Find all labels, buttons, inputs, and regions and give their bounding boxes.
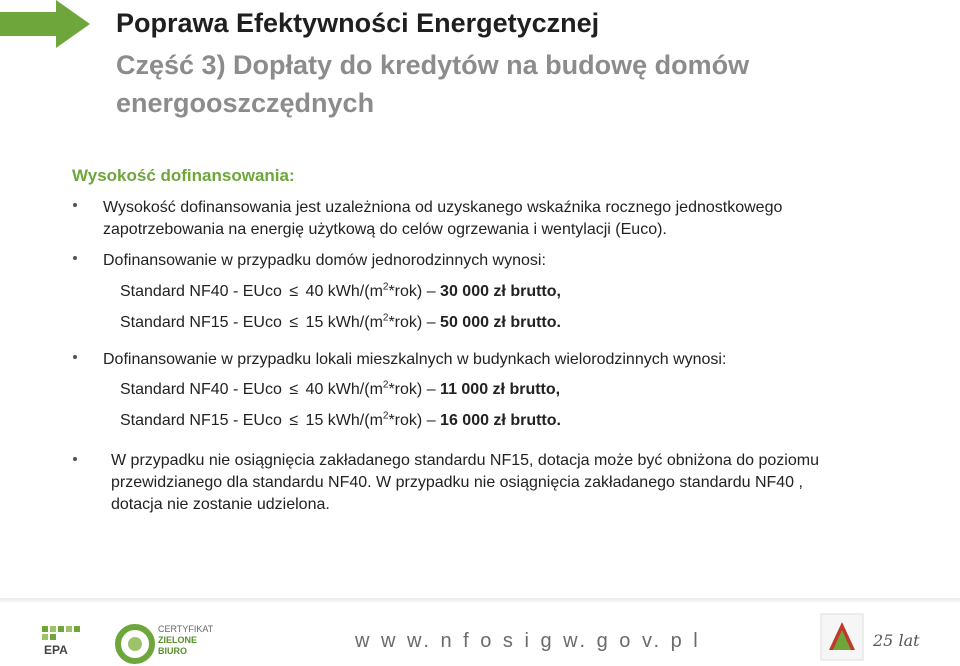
row-value: 11 000 zł brutto, [440, 381, 561, 398]
anniversary-label: 25 lat [873, 631, 920, 650]
bullet-3-row-1 [120, 379, 560, 401]
row-standard: Standard NF40 - EUco [120, 381, 282, 398]
dash: – [426, 283, 436, 300]
row-unit: *rok) [388, 283, 423, 300]
bullet-3-row-2 [120, 410, 561, 432]
superscript: 2 [382, 281, 389, 293]
row-value: 30 000 zł brutto, [440, 283, 561, 300]
certificate-line-3: BIURO [158, 646, 187, 656]
le-symbol: ≤ [289, 381, 299, 398]
bullet-dot [73, 355, 77, 359]
epa-logo [40, 624, 90, 662]
row-unit: *rok) [388, 412, 423, 429]
bullet-dot [73, 256, 77, 260]
row-energy: 40 kWh/(m [305, 283, 383, 300]
row-standard: Standard NF15 - EUco [120, 314, 282, 331]
bullet-4-line-3: dotacja nie zostanie udzielona. [111, 496, 330, 513]
bullet-4-line-1: W przypadku nie osiągnięcia zakładanego standardu NF15, dotacja może być obniżona do poziomu [111, 452, 819, 469]
bullet-1-line-1: Wysokość dofinansowania jest uzależniona od uzyskanego wskaźnika rocznego jednostkowego [103, 199, 783, 216]
row-unit: *rok) [388, 314, 423, 331]
certificate-line-1: CERTYFIKAT [158, 624, 214, 634]
row-standard: Standard NF15 - EUco [120, 412, 282, 429]
le-symbol: ≤ [289, 283, 299, 300]
page-subtitle: Część 3) Dopłaty do kredytów na budowę domów energooszczędnych [116, 50, 750, 118]
page-title: Poprawa Efektywności Energetycznej [116, 8, 600, 38]
bullet-2-row-2 [120, 312, 561, 334]
superscript: 2 [382, 410, 389, 422]
footer-divider [0, 598, 960, 604]
dash: – [426, 381, 436, 398]
epa-label: EPA [44, 643, 68, 657]
le-symbol: ≤ [289, 314, 299, 331]
certificate-line-2: ZIELONE [158, 635, 198, 645]
bullet-dot [73, 457, 77, 461]
row-energy: 40 kWh/(m [305, 381, 383, 398]
superscript: 2 [382, 312, 389, 324]
dash: – [426, 314, 436, 331]
bullet-3-intro: Dofinansowanie w przypadku lokali mieszkalnych w budynkach wielorodzinnych wynosi: [103, 351, 727, 368]
certificate-logo-icon [115, 624, 155, 664]
certificate-label [158, 624, 213, 657]
row-value: 16 000 zł brutto. [440, 412, 561, 429]
row-standard: Standard NF40 - EUco [120, 283, 282, 300]
anniversary-logo [815, 610, 945, 664]
bullet-2-intro: Dofinansowanie w przypadku domów jednorodzinnych wynosi: [103, 252, 546, 269]
arrow-icon [0, 0, 92, 48]
row-unit: *rok) [388, 381, 423, 398]
row-energy: 15 kWh/(m [305, 412, 383, 429]
row-energy: 15 kWh/(m [305, 314, 383, 331]
bullet-4-line-2: przewidzianego dla standardu NF40. W przypadku nie osiągnięcia zakładanego standardu NF40 , [111, 474, 803, 491]
website-link[interactable]: w w w. n f o s i g w. g o v. p l [355, 630, 701, 652]
bullet-dot [73, 203, 77, 207]
bullet-1-line-2: zapotrzebowania na energię użytkową do celów ogrzewania i wentylacji (Euco). [103, 221, 667, 238]
bullet-2-row-1 [120, 281, 561, 303]
dash: – [426, 412, 436, 429]
le-symbol: ≤ [289, 412, 299, 429]
section-heading: Wysokość dofinansowania: [72, 166, 295, 185]
superscript: 2 [382, 379, 389, 391]
row-value: 50 000 zł brutto. [440, 314, 561, 331]
